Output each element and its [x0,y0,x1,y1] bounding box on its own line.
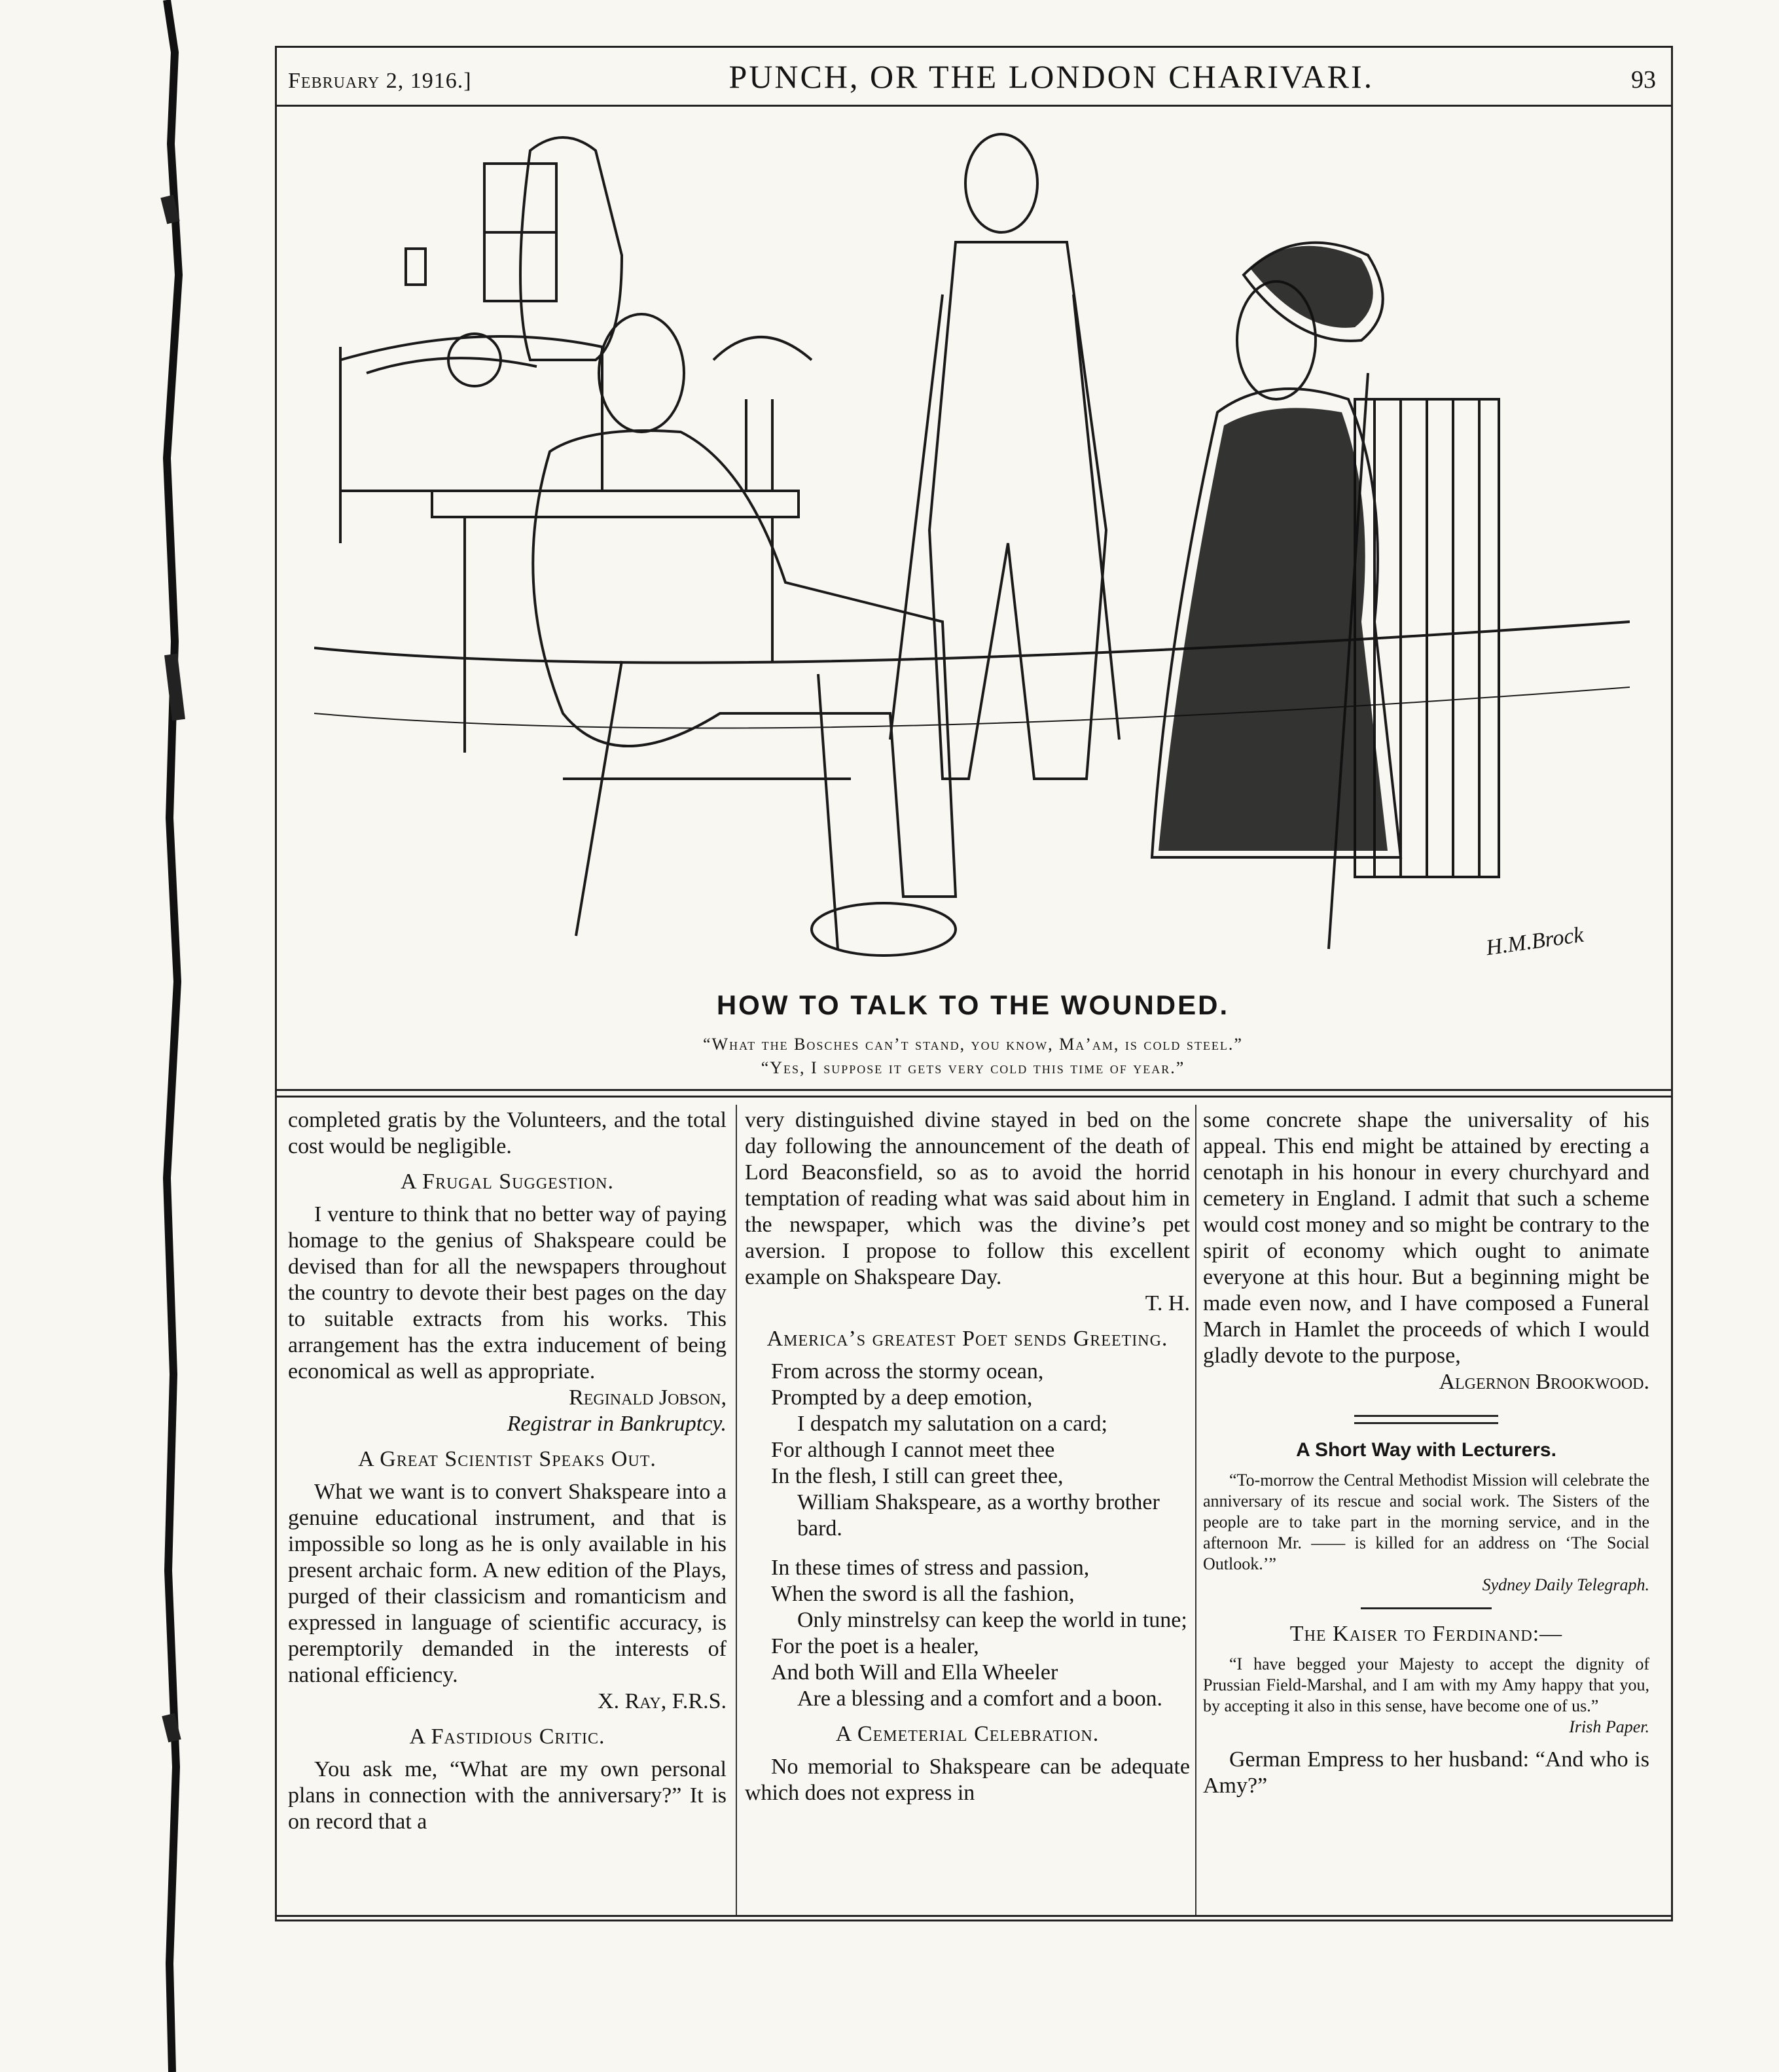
quotation-source: Sydney Daily Telegraph. [1482,1575,1649,1594]
caption-rule-top [275,1089,1671,1091]
section-heading: America’s greatest Poet sends Greeting. [766,1327,1168,1351]
verse-line: Are a blessing and a comfort and a boon. [797,1687,1162,1711]
verse-line: From across the stormy ocean, [771,1359,1044,1384]
signature: Algernon Brookwood. [1439,1370,1649,1394]
column-2 [745,1107,1190,1909]
double-rule [1354,1415,1498,1424]
verse-line: For although I cannot meet thee [771,1438,1055,1462]
verse-line: Only minstrelsy can keep the world in tune; [797,1608,1187,1632]
issue-date: February 2, 1916.] [288,69,472,93]
section-heading: A Cemeterial Celebration. [835,1722,1100,1746]
verse-line: In the flesh, I still can greet thee, [771,1464,1064,1488]
signature-title: Registrar in Bankruptcy. [507,1412,727,1436]
paragraph: very distinguished divine stayed in bed on the day following the announcement of the death of Lord Beaconsfield, so as to avoid the horrid temptation of reading what was said about him in the newspaper, which was the divine’s pet aversion. I propose to follow this excellent example on Shakspeare Day. [745,1108,1190,1289]
artist-signature: H.M.Brock [1484,922,1585,961]
caption-line-2: “Yes, I suppose it gets very cold this time of year.” [761,1058,1185,1077]
verse-line: William Shakspeare, as a worthy brother bard. [797,1490,1160,1541]
header-rule [275,105,1671,107]
footer-rule [275,1915,1671,1917]
paragraph: completed gratis by the Volunteers, and the total cost would be negligible. [288,1108,727,1158]
column-3 [1203,1107,1649,1909]
signature: Reginald Jobson, [569,1385,727,1410]
cartoon-illustration [314,124,1630,982]
column-divider-1 [736,1105,737,1916]
poem [771,1359,1190,1712]
paragraph: What we want is to convert Shakspeare into a genuine educational instrument, and that is impossible so long as he is only available in his present archaic form. A new edition of the Plays, purged of their classicism and romanticism and expressed in language of scientific accuracy, is peremptorily demanded in the interests of national efficiency. [288,1480,727,1687]
section-heading: The Kaiser to Ferdinand:— [1289,1622,1563,1646]
verse-line: Prompted by a deep emotion, [771,1385,1033,1410]
paragraph: some concrete shape the universality of his appeal. This end might be attained by erecting a cenotaph in his honour in every churchyard and cemetery in England. I admit that such a scheme would cost money and so might be contrary to the spirit of economy which ought to animate everyone at this hour. But a beginning might be made even now, and I have composed a Funeral March in Hamlet the proceeds of which I would gladly devote to the purpose, [1203,1108,1649,1368]
masthead: PUNCH, OR THE LONDON CHARIVARI. [728,58,1375,95]
paragraph: No memorial to Shakspeare can be adequate which does not express in [745,1755,1190,1805]
paragraph: You ask me, “What are my own personal plans in connection with the anniversary?” It is on record that a [288,1757,727,1834]
verse-line: For the poet is a healer, [771,1634,979,1658]
column-divider-2 [1195,1105,1196,1916]
signature: T. H. [1145,1291,1190,1315]
page-number: 93 [1631,66,1656,94]
column-1 [288,1107,727,1909]
section-heading: A Great Scientist Speaks Out. [358,1447,656,1471]
section-rule [1361,1607,1492,1609]
caption-line-1: “What the Bosches can’t stand, you know, Ma’am, is cold steel.” [703,1035,1243,1054]
section-heading: A Fastidious Critic. [409,1724,605,1749]
caption-rule-bottom [275,1096,1671,1098]
paragraph: German Empress to her husband: “And who is Amy?” [1203,1747,1649,1798]
paragraph: I venture to think that no better way of paying homage to the genius of Shakspeare could be devised than for all the newspapers throughout the country to devote their best pages on the day to suitable extracts from his works. This arrangement has the extra inducement of being economical as well as appropriate. [288,1202,727,1384]
verse-line: When the sword is all the fashion, [771,1582,1075,1606]
cartoon-caption [275,990,1671,1080]
section-heading: A Frugal Suggestion. [401,1170,614,1194]
verse-line: I despatch my salutation on a card; [797,1412,1107,1436]
section-heading: A Short Way with Lecturers. [1296,1439,1556,1461]
cartoon-title: HOW TO TALK TO THE WOUNDED. [716,990,1230,1020]
signature: X. Ray, F.R.S. [598,1689,727,1713]
quotation: “To-morrow the Central Methodist Mission will celebrate the anniversary of its rescue and social work. The Sisters of the people are to take part in the morning service, and in the afternoon Mr. —— is killed for an address on ‘The Social Outlook.’” [1203,1471,1649,1573]
running-header [288,58,1656,103]
verse-line: And both Will and Ella Wheeler [771,1660,1058,1685]
quotation-source: Irish Paper. [1569,1717,1649,1736]
scan-binding-edge [141,0,200,2072]
verse-line: In these times of stress and passion, [771,1556,1090,1580]
quotation: “I have begged your Majesty to accept the dignity of Prussian Field-Marshal, and I am with my Amy happy that you, by accepting it also in this sense, have become one of us.” [1203,1654,1649,1715]
